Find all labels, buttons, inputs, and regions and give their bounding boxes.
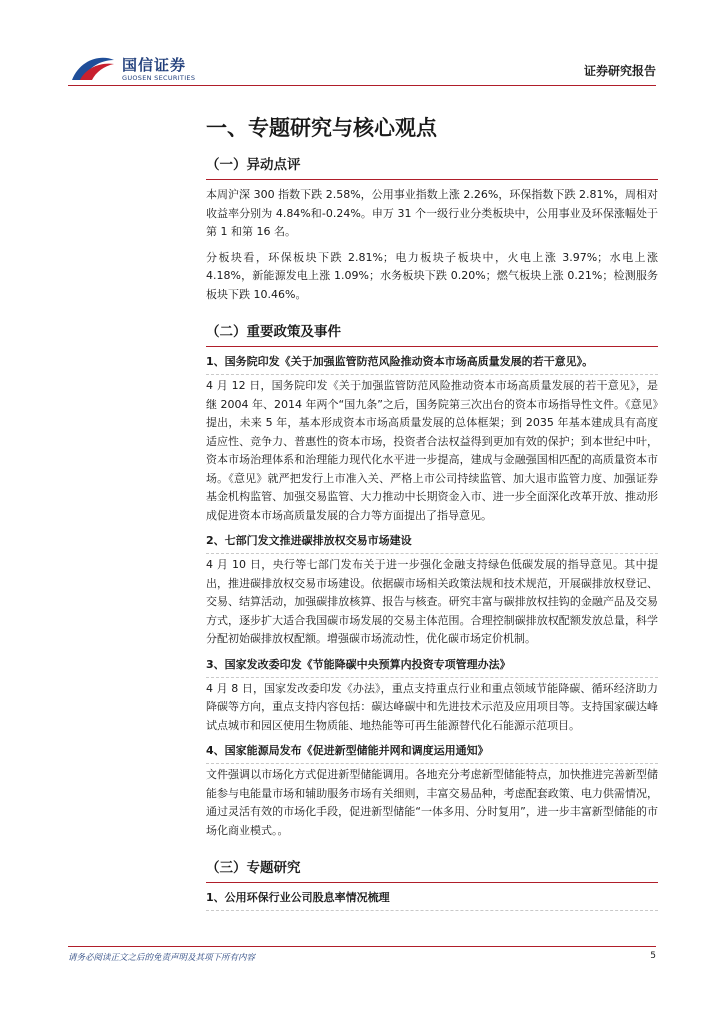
report-content — [206, 110, 658, 913]
section-title: 一、专题研究与核心观点 — [206, 116, 437, 140]
policy-item-body: 文件强调以市场化方式促进新型储能调用。各地充分考虑新型储能特点，加快推进完善新型储能参与电能量市场和辅助服务市场有关细则，丰富交易品种，考虑配套政策、电力供需情况，通过灵活有效的市场化手段，促进新型储能“一体多用、分时复用”，进一步丰富新型储能的市场化商业模式。。 — [206, 768, 658, 837]
research-item-title: 1、公用环保行业公司股息率情况梳理 — [206, 889, 658, 911]
footer-divider — [68, 946, 656, 947]
policy-item-body: 4 月 12 日，国务院印发《关于加强监管防范风险推动资本市场高质量发展的若干意见》，是继 2004 年、2014 年两个“国九条”之后，国务院第三次出台的资本市场指导性文件。《意见》提出，未来 5 年，基本形成资本市场高质量发展的总体框架；到 2035 年基本建成具有高度适应性、竞争力、普惠性的资本市场，投资者合法权益得到更加有效的保护；到本世纪中叶，资本市场治理体系和治理能力现代化水平进一步提高，建成与金融强国相匹配的高质量资本市场。《意见》就严把发行上市准入关、严格上市公司持续监管、加大退市监管力度、加强证券基金机构监管、加强交易监管、大力推动中长期资金入市、进一步全面深化改革开放、推动形成促进资本市场高质量发展的合力等方面提出了指导意见。 — [206, 379, 658, 522]
report-type-label: 证券研究报告 — [583, 64, 656, 78]
paragraph: 分板块看，环保板块下跌 2.81%；电力板块子板块中，火电上涨 3.97%；水电上涨 4.18%，新能源发电上涨 1.09%；水务板块下跌 0.20%；燃气板块上涨 0.21%；检测服务板块下跌 10.46%。 — [206, 250, 658, 301]
policy-item-title: 4、国家能源局发布《促进新型储能并网和调度运用通知》 — [206, 742, 658, 764]
subsection-title-policy: （二）重要政策及事件 — [206, 323, 658, 347]
policy-item-title: 3、国家发改委印发《节能降碳中央预算内投资专项管理办法》 — [206, 656, 658, 678]
company-logo — [70, 52, 210, 88]
subsection-title-movement: （一）异动点评 — [206, 156, 658, 180]
disclaimer-text: 请务必阅读正文之后的免责声明及其项下所有内容 — [68, 953, 256, 963]
policy-item-body: 4 月 8 日，国家发改委印发《办法》，重点支持重点行业和重点领域节能降碳、循环经济助力降碳等方向，重点支持内容包括：碳达峰碳中和先进技术示范及应用项目等。支持国家碳达峰试点城市和园区使用生物质能、地热能等可再生能源替代化石能源示范项目。 — [206, 681, 658, 732]
guosen-logo-icon — [70, 54, 116, 84]
logo-text-en: GUOSEN SECURITIES — [122, 74, 196, 82]
policy-item-title: 2、七部门发文推进碳排放权交易市场建设 — [206, 532, 658, 554]
page-number: 5 — [650, 951, 656, 961]
policy-item-body: 4 月 10 日，央行等七部门发布关于进一步强化金融支持绿色低碳发展的指导意见。其中提出，推进碳排放权交易市场建设。依据碳市场相关政策法规和技术规范，开展碳排放权登记、交易、结算活动，加强碳排放核算、报告与核查。研究丰富与碳排放权挂钩的金融产品及交易方式，逐步扩大适合我国碳市场发展的交易主体范围。合理控制碳排放权配额发放总量，科学分配初始碳排放权配额。增强碳市场流动性，优化碳市场定价机制。 — [206, 558, 658, 645]
paragraph: 本周沪深 300 指数下跌 2.58%，公用事业指数上涨 2.26%，环保指数下跌 2.81%，周相对收益率分别为 4.84%和-0.24%。申万 31 个一级行业分类板块中，公用事业及环保涨幅处于第 1 和第 16 名。 — [206, 188, 658, 238]
logo-text-cn: 国信证券 — [122, 56, 187, 74]
subsection-title-research: （三）专题研究 — [206, 859, 658, 883]
policy-item-title: 1、国务院印发《关于加强监管防范风险推动资本市场高质量发展的若干意见》。 — [206, 353, 658, 375]
header-divider — [68, 85, 656, 86]
